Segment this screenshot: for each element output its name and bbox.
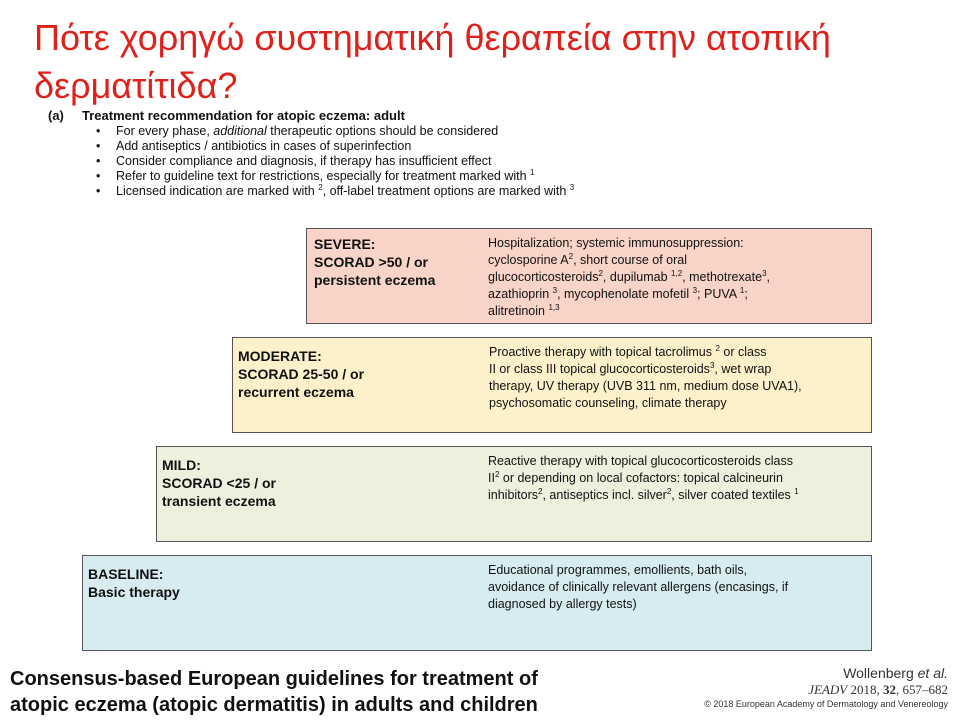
recommendation-heading	[48, 108, 405, 123]
treatment-line: avoidance of clinically relevant allergens (encasings, if	[488, 580, 789, 594]
footnote-marker: 3	[762, 268, 767, 278]
treatment-line: glucocorticosteroids$^2$, dupilumab $^{1,2}$, methotrexate$^3$,	[488, 268, 770, 284]
citation-journal: JEADV 2018, 32, 657–682	[808, 682, 948, 697]
footnote-marker: 1	[739, 285, 745, 295]
treatment-line: II or class III topical glucocorticosteroids$^3$, wet wrap	[489, 360, 772, 376]
footnote-marker: 1	[794, 486, 799, 496]
treatment-line: psychosomatic counseling, climate therapy	[489, 396, 727, 410]
stage-severe-box	[306, 228, 872, 324]
stage-moderate-name: MODERATE: SCORAD 25-50 / or recurrent eczema	[238, 348, 365, 400]
treatment-line: Proactive therapy with topical tacrolimus $^2$ or class	[489, 343, 767, 359]
treatment-line: Educational programmes, emollients, bath oils,	[488, 563, 748, 577]
treatment-line: azathioprin $^3$, mycophenolate mofetil $^3$; PUVA $^1$;	[488, 285, 748, 301]
footnote-marker: 2	[538, 486, 543, 496]
stage-mild-treatment	[488, 453, 864, 504]
citation-copyright: © 2018 European Academy of Dermatology and Venereology	[704, 699, 948, 709]
footer-title: Consensus-based European guidelines for treatment of atopic eczema (atopic dermatitis) in adults and children	[10, 668, 538, 716]
citation-author: Wollenberg et al.	[843, 665, 948, 681]
stage-moderate-box	[232, 337, 872, 433]
bullet-item: • For every phase, additional therapeutic options should be considered	[96, 124, 574, 139]
stage-baseline-name: BASELINE: Basic therapy	[88, 566, 180, 600]
stage-severe-treatment	[488, 235, 858, 320]
bullet-item: • Licensed indication are marked with $^2$, off-label treatment options are marked with $^3$	[96, 184, 574, 199]
treatment-line: $II^2$ or depending on local cofactors: topical calcineurin	[488, 469, 783, 485]
bullet-item: • Refer to guideline text for restrictions, especially for treatment marked with $^1$	[96, 169, 574, 184]
treatment-line: Reactive therapy with topical glucocorticosteroids class	[488, 454, 793, 468]
footnote-marker: 3	[709, 360, 715, 370]
footnote-marker: 1,3	[548, 302, 560, 312]
treatment-line: alitretinoin $^{1,3}$	[488, 302, 560, 318]
recommendation-bullets	[96, 124, 574, 199]
treatment-line: diagnosed by allergy tests)	[488, 597, 637, 611]
footnote-marker: 3	[552, 285, 558, 295]
slide-title	[34, 14, 934, 110]
stage-baseline-box	[82, 555, 872, 651]
treatment-line: cyclosporine $A^2$, short course of oral	[488, 251, 688, 267]
stage-severe-name: SEVERE: SCORAD >50 / or persistent eczema	[314, 236, 436, 288]
footnote-marker: 1,2	[671, 268, 683, 278]
bullet-item: • Add antiseptics / antibiotics in cases of superinfection	[96, 139, 574, 154]
footnote-marker: 2	[568, 251, 574, 261]
slide-title-line-2: δερματίτιδα?	[34, 65, 238, 106]
footnote-marker: 2	[494, 469, 500, 479]
stage-mild-box	[156, 446, 872, 542]
treatment-line: Hospitalization; systemic immunosuppression:	[488, 236, 744, 250]
slide-title-line-1: Πότε χορηγώ συστηματική θεραπεία στην ατοπική	[34, 17, 831, 58]
panel-label: (a)	[48, 108, 64, 123]
footnote-marker: 3	[692, 285, 698, 295]
bullet-item: • Consider compliance and diagnosis, if therapy has insufficient effect	[96, 154, 574, 169]
recommendation-title: Treatment recommendation for atopic eczema: adult	[82, 108, 405, 123]
stage-mild-name: MILD: SCORAD <25 / or transient eczema	[162, 457, 276, 509]
footnote-marker: 2	[715, 343, 720, 353]
stage-baseline-treatment	[488, 562, 864, 613]
treatment-line: inhibitors$^2$, antiseptics incl. silver$^2$, silver coated textiles $^1$	[488, 486, 799, 502]
treatment-line: therapy, UV therapy (UVB 311 nm, medium dose UVA1),	[489, 379, 802, 393]
footnote-marker: 2	[666, 486, 672, 496]
citation	[704, 664, 948, 710]
footnote-marker: 2	[598, 268, 603, 278]
stage-moderate-treatment	[489, 344, 865, 412]
